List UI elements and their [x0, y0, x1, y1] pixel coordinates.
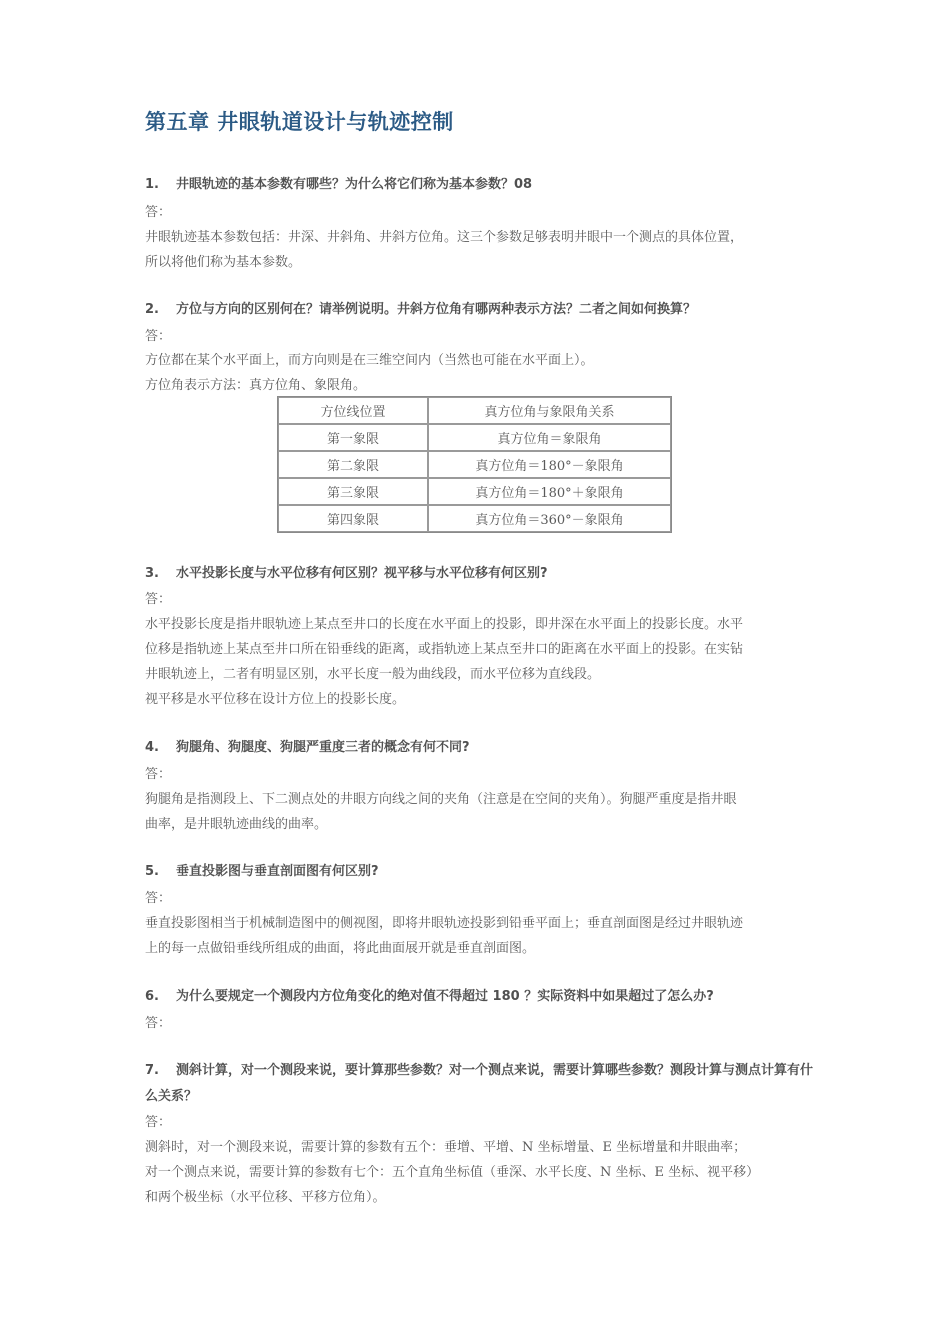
table-cell: 真方位角＝象限角	[428, 424, 671, 451]
table-row	[278, 451, 671, 478]
table-header-cell: 真方位角与象限角关系	[428, 397, 671, 424]
answer-label: 答：	[145, 329, 172, 344]
table-cell: 第二象限	[278, 451, 428, 478]
table-cell: 第四象限	[278, 505, 428, 532]
question-6	[145, 984, 815, 1010]
table-header-row	[278, 397, 671, 424]
answer-label: 答：	[145, 205, 172, 220]
question-5	[145, 859, 815, 885]
table-row	[278, 505, 671, 532]
answer-3-line-3: 井眼轨迹上，二者有明显区别，水平长度一般为曲线段，而水平位移为直线段。	[145, 667, 601, 682]
question-2	[145, 297, 815, 323]
table-row	[278, 478, 671, 505]
chapter-title: 第五章 井眼轨道设计与轨迹控制	[145, 110, 454, 134]
question-text: 狗腿角、狗腿度、狗腿严重度三者的概念有何不同?	[176, 740, 470, 755]
table-cell: 第三象限	[278, 478, 428, 505]
answer-2-line-1: 方位都在某个水平面上，而方向则是在三维空间内（当然也可能在水平面上）。	[145, 353, 594, 368]
answer-label: 答：	[145, 767, 172, 782]
answer-7-line-2: 对一个测点来说，需要计算的参数有七个：五个直角坐标值（垂深、水平长度、N 坐标、E 坐标、视平移）	[145, 1165, 760, 1180]
answer-5-line-1: 垂直投影图相当于机械制造图中的侧视图，即将井眼轨迹投影到铅垂平面上；垂直剖面图是经过井眼轨迹	[145, 916, 744, 931]
answer-7-line-3: 和两个极坐标（水平位移、平移方位角）。	[145, 1190, 386, 1205]
table-cell: 第一象限	[278, 424, 428, 451]
azimuth-quadrant-table	[277, 396, 672, 533]
question-number: 1.	[145, 177, 159, 192]
answer-3-line-4: 视平移是水平位移在设计方位上的投影长度。	[145, 692, 406, 707]
question-number: 2.	[145, 302, 159, 317]
question-text: 方位与方向的区别何在？请举例说明。井斜方位角有哪两种表示方法？二者之间如何换算？	[176, 302, 697, 317]
answer-1-line-1: 井眼轨迹基本参数包括：井深、井斜角、井斜方位角。这三个参数足够表明井眼中一个测点的具体位置，	[145, 230, 744, 245]
answer-2-line-2: 方位角表示方法：真方位角、象限角。	[145, 378, 367, 393]
answer-4-line-2: 曲率，是井眼轨迹曲线的曲率。	[145, 817, 328, 832]
question-number: 6.	[145, 989, 159, 1004]
question-text: 为什么要规定一个测段内方位角变化的绝对值不得超过 180 ？实际资料中如果超过了怎么办?	[176, 989, 714, 1004]
question-1	[145, 172, 815, 198]
table-cell: 真方位角＝180°－象限角	[428, 451, 671, 478]
question-text: 垂直投影图与垂直剖面图有何区别?	[176, 864, 379, 879]
answer-3-line-2: 位移是指轨迹上某点至井口所在铅垂线的距离，或指轨迹上某点至井口的距离在水平面上的投影。在实钻	[145, 642, 744, 657]
question-number: 7.	[145, 1063, 159, 1078]
answer-3-line-1: 水平投影长度是指井眼轨迹上某点至井口的长度在水平面上的投影，即井深在水平面上的投影长度。水平	[145, 617, 744, 632]
question-3	[145, 561, 815, 587]
answer-label: 答：	[145, 891, 172, 906]
question-text: 井眼轨迹的基本参数有哪些？为什么将它们称为基本参数？08	[176, 177, 533, 192]
question-7	[145, 1058, 813, 1110]
answer-4-line-1: 狗腿角是指测段上、下二测点处的井眼方向线之间的夹角（注意是在空间的夹角）。狗腿严重度是指井眼	[145, 792, 737, 807]
question-text: 测斜计算，对一个测段来说，要计算那些参数？对一个测点来说，需要计算哪些参数？测段计算与测点计算有什么关系？	[145, 1063, 814, 1104]
table-cell: 真方位角＝360°－象限角	[428, 505, 671, 532]
table-row	[278, 424, 671, 451]
answer-label: 答：	[145, 592, 172, 607]
answer-5-line-2: 上的每一点做铅垂线所组成的曲面，将此曲面展开就是垂直剖面图。	[145, 941, 536, 956]
answer-label: 答：	[145, 1115, 172, 1130]
table-cell: 真方位角＝180°＋象限角	[428, 478, 671, 505]
answer-label: 答：	[145, 1016, 172, 1031]
table-header-cell: 方位线位置	[278, 397, 428, 424]
question-text: 水平投影长度与水平位移有何区别？视平移与水平位移有何区别?	[176, 566, 548, 581]
question-number: 4.	[145, 740, 159, 755]
answer-7-line-1: 测斜时，对一个测段来说，需要计算的参数有五个：垂增、平增、N 坐标增量、E 坐标增量和井眼曲率；	[145, 1140, 747, 1155]
question-number: 3.	[145, 566, 159, 581]
question-number: 5.	[145, 864, 159, 879]
question-4	[145, 735, 815, 761]
answer-1-line-2: 所以将他们称为基本参数。	[145, 255, 302, 270]
